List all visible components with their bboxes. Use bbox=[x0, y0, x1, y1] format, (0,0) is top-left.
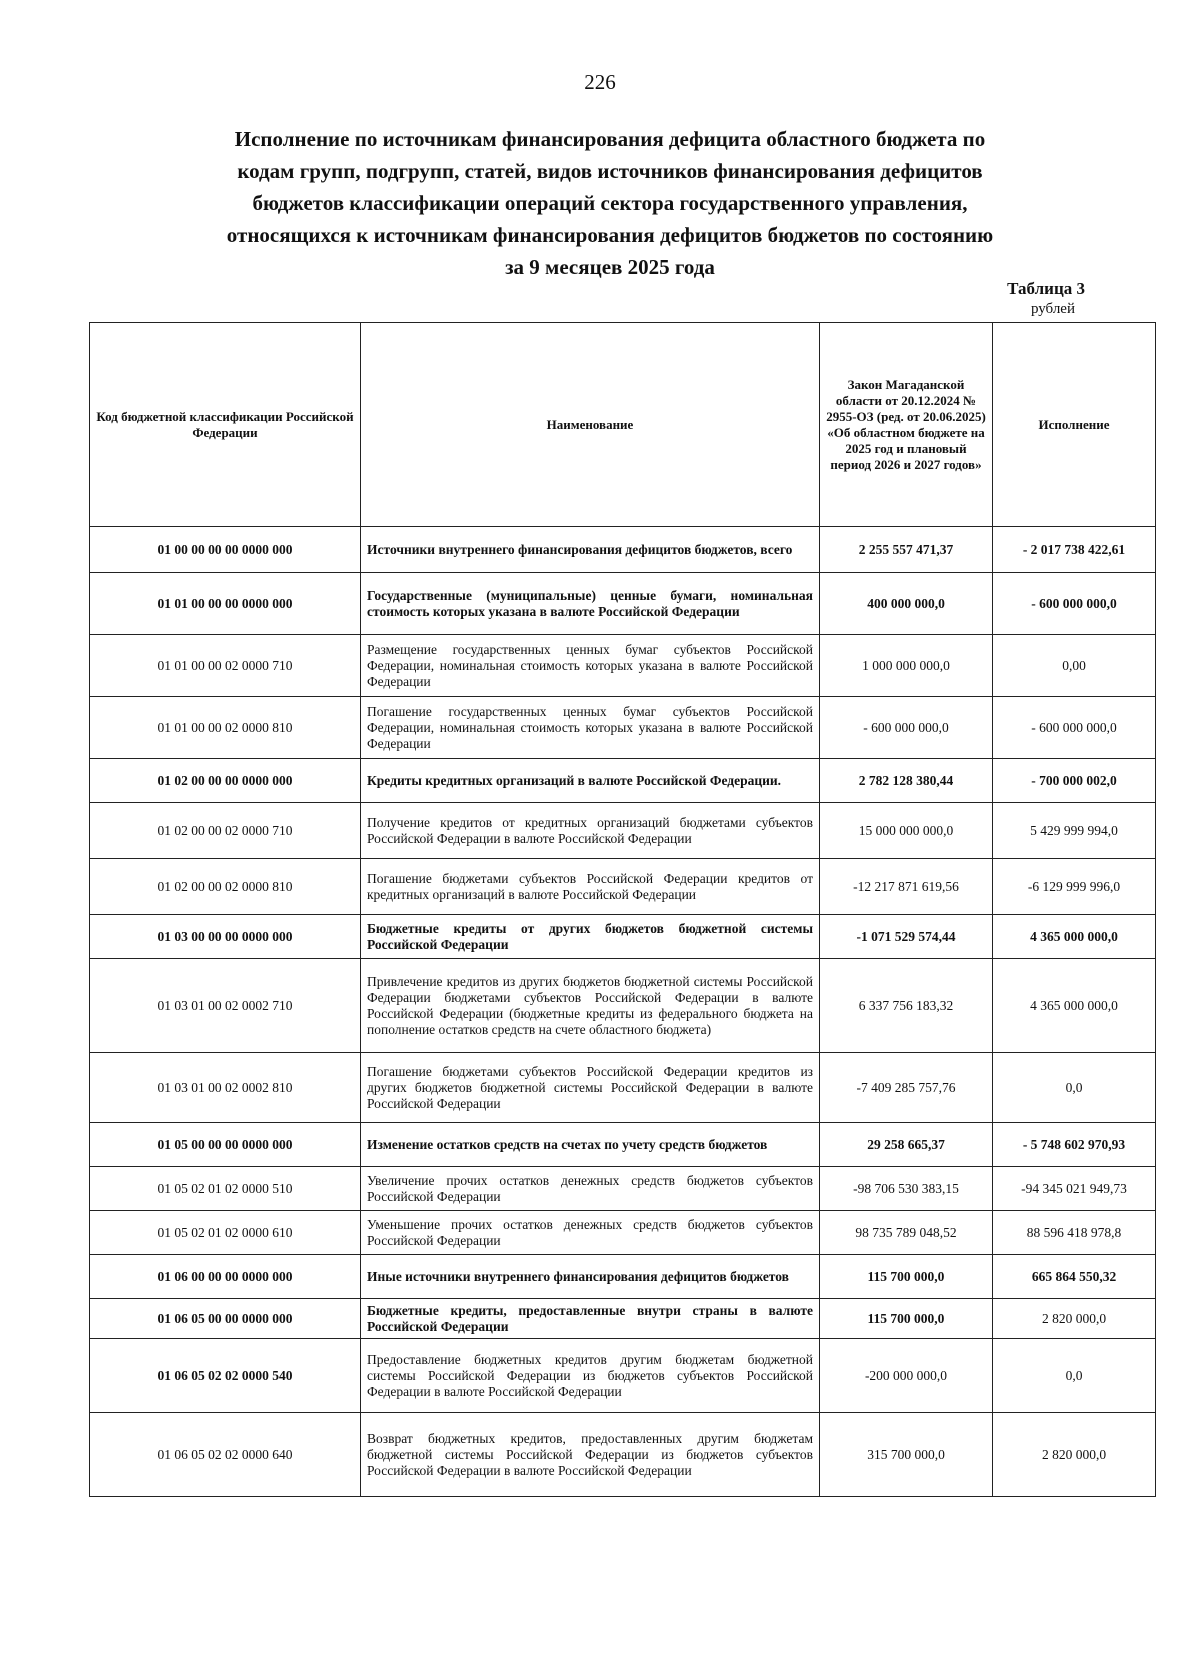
row-code: 01 03 01 00 02 0002 710 bbox=[90, 959, 361, 1053]
row-execution: - 5 748 602 970,93 bbox=[993, 1123, 1156, 1167]
row-execution: 0,0 bbox=[993, 1053, 1156, 1123]
row-name: Кредиты кредитных организаций в валюте Российской Федерации. bbox=[361, 759, 820, 803]
row-plan: 400 000 000,0 bbox=[820, 573, 993, 635]
row-plan: -1 071 529 574,44 bbox=[820, 915, 993, 959]
row-plan: -98 706 530 383,15 bbox=[820, 1167, 993, 1211]
row-code: 01 01 00 00 00 0000 000 bbox=[90, 573, 361, 635]
row-name: Погашение государственных ценных бумаг субъектов Российской Федерации, номинальная стоимость которых указана в валюте Российской Федерации bbox=[361, 697, 820, 759]
title-line: кодам групп, подгрупп, статей, видов источников финансирования дефицитов bbox=[237, 159, 983, 183]
units-label: рублей bbox=[1030, 301, 1075, 317]
table-row bbox=[90, 959, 1156, 1053]
table-row bbox=[90, 859, 1156, 915]
table-row bbox=[90, 1255, 1156, 1299]
row-code: 01 06 00 00 00 0000 000 bbox=[90, 1255, 361, 1299]
row-execution: - 600 000 000,0 bbox=[993, 697, 1156, 759]
table-row bbox=[90, 1167, 1156, 1211]
row-name: Увеличение прочих остатков денежных средств бюджетов субъектов Российской Федерации bbox=[361, 1167, 820, 1211]
row-name: Погашение бюджетами субъектов Российской Федерации кредитов от кредитных организаций в валюте Российской Федерации bbox=[361, 859, 820, 915]
row-code: 01 06 05 02 02 0000 540 bbox=[90, 1339, 361, 1413]
row-plan: 6 337 756 183,32 bbox=[820, 959, 993, 1053]
title-line: бюджетов классификации операций сектора государственного управления, bbox=[252, 191, 968, 215]
title-line: относящихся к источникам финансирования дефицитов бюджетов по состоянию bbox=[226, 223, 994, 247]
row-name: Возврат бюджетных кредитов, предоставленных другим бюджетам бюджетной системы Российской Федерации из бюджетов субъектов Российской Федерации в валюте Российской Федерации bbox=[361, 1413, 820, 1497]
table-row bbox=[90, 697, 1156, 759]
row-plan: 115 700 000,0 bbox=[820, 1255, 993, 1299]
table-row bbox=[90, 915, 1156, 959]
row-execution: - 700 000 002,0 bbox=[993, 759, 1156, 803]
title-line: за 9 месяцев 2025 года bbox=[505, 255, 715, 279]
table-row bbox=[90, 1211, 1156, 1255]
row-execution: 0,00 bbox=[993, 635, 1156, 697]
row-name: Уменьшение прочих остатков денежных средств бюджетов субъектов Российской Федерации bbox=[361, 1211, 820, 1255]
document-title bbox=[150, 123, 1070, 283]
financing-table bbox=[89, 322, 1156, 1497]
row-name: Иные источники внутреннего финансирования дефицитов бюджетов bbox=[361, 1255, 820, 1299]
table-row bbox=[90, 803, 1156, 859]
page-number: 226 bbox=[584, 70, 616, 94]
row-code: 01 02 00 00 00 0000 000 bbox=[90, 759, 361, 803]
table-row bbox=[90, 635, 1156, 697]
row-execution: - 600 000 000,0 bbox=[993, 573, 1156, 635]
header-execution: Исполнение bbox=[993, 323, 1156, 527]
row-code: 01 05 00 00 00 0000 000 bbox=[90, 1123, 361, 1167]
row-name: Государственные (муниципальные) ценные бумаги, номинальная стоимость которых указана в валюте Российской Федерации bbox=[361, 573, 820, 635]
table-row bbox=[90, 1413, 1156, 1497]
row-name: Получение кредитов от кредитных организаций бюджетами субъектов Российской Федерации в валюте Российской Федерации bbox=[361, 803, 820, 859]
table-row bbox=[90, 527, 1156, 573]
table-row bbox=[90, 1053, 1156, 1123]
row-plan: -200 000 000,0 bbox=[820, 1339, 993, 1413]
table-row bbox=[90, 1339, 1156, 1413]
row-execution: 665 864 550,32 bbox=[993, 1255, 1156, 1299]
title-line: Исполнение по источникам финансирования дефицита областного бюджета по bbox=[234, 127, 986, 151]
row-execution: 2 820 000,0 bbox=[993, 1413, 1156, 1497]
row-execution: - 2 017 738 422,61 bbox=[993, 527, 1156, 573]
row-code: 01 03 00 00 00 0000 000 bbox=[90, 915, 361, 959]
row-name: Источники внутреннего финансирования дефицитов бюджетов, всего bbox=[361, 527, 820, 573]
row-name: Бюджетные кредиты, предоставленные внутри страны в валюте Российской Федерации bbox=[361, 1299, 820, 1339]
row-name: Привлечение кредитов из других бюджетов бюджетной системы Российской Федерации бюджетами субъектов Российской Федерации в валюте Российской Федерации (бюджетные кредиты из федерального бюджета на пополнение остатков средств на счете областного бюджета) bbox=[361, 959, 820, 1053]
row-plan: 2 255 557 471,37 bbox=[820, 527, 993, 573]
table-row bbox=[90, 1123, 1156, 1167]
row-plan: 115 700 000,0 bbox=[820, 1299, 993, 1339]
row-code: 01 02 00 00 02 0000 810 bbox=[90, 859, 361, 915]
header-code: Код бюджетной классификации Российской Федерации bbox=[90, 323, 361, 527]
row-name: Погашение бюджетами субъектов Российской Федерации кредитов из других бюджетов бюджетной системы Российской Федерации в валюте Российской Федерации bbox=[361, 1053, 820, 1123]
table-header-row bbox=[90, 323, 1156, 527]
row-execution: 4 365 000 000,0 bbox=[993, 915, 1156, 959]
header-name: Наименование bbox=[361, 323, 820, 527]
row-code: 01 06 05 02 02 0000 640 bbox=[90, 1413, 361, 1497]
row-code: 01 01 00 00 02 0000 810 bbox=[90, 697, 361, 759]
row-execution: 4 365 000 000,0 bbox=[993, 959, 1156, 1053]
row-code: 01 00 00 00 00 0000 000 bbox=[90, 527, 361, 573]
table-label: Таблица 3 bbox=[1007, 279, 1085, 298]
row-code: 01 05 02 01 02 0000 510 bbox=[90, 1167, 361, 1211]
row-plan: 2 782 128 380,44 bbox=[820, 759, 993, 803]
table-row bbox=[90, 759, 1156, 803]
row-name: Бюджетные кредиты от других бюджетов бюджетной системы Российской Федерации bbox=[361, 915, 820, 959]
row-plan: - 600 000 000,0 bbox=[820, 697, 993, 759]
row-plan: 98 735 789 048,52 bbox=[820, 1211, 993, 1255]
row-name: Предоставление бюджетных кредитов другим бюджетам бюджетной системы Российской Федерации из бюджетов субъектов Российской Федерации в валюте Российской Федерации bbox=[361, 1339, 820, 1413]
row-code: 01 06 05 00 00 0000 000 bbox=[90, 1299, 361, 1339]
row-execution: -6 129 999 996,0 bbox=[993, 859, 1156, 915]
row-execution: 5 429 999 994,0 bbox=[993, 803, 1156, 859]
row-plan: 29 258 665,37 bbox=[820, 1123, 993, 1167]
row-plan: -12 217 871 619,56 bbox=[820, 859, 993, 915]
row-plan: -7 409 285 757,76 bbox=[820, 1053, 993, 1123]
row-code: 01 03 01 00 02 0002 810 bbox=[90, 1053, 361, 1123]
header-plan: Закон Магаданской области от 20.12.2024 № 2955-ОЗ (ред. от 20.06.2025) «Об областном бюджете на 2025 год и плановый период 2026 и 2027 годов» bbox=[820, 323, 993, 527]
row-plan: 315 700 000,0 bbox=[820, 1413, 993, 1497]
row-plan: 1 000 000 000,0 bbox=[820, 635, 993, 697]
row-code: 01 02 00 00 02 0000 710 bbox=[90, 803, 361, 859]
row-plan: 15 000 000 000,0 bbox=[820, 803, 993, 859]
row-execution: 2 820 000,0 bbox=[993, 1299, 1156, 1339]
row-execution: 0,0 bbox=[993, 1339, 1156, 1413]
row-code: 01 05 02 01 02 0000 610 bbox=[90, 1211, 361, 1255]
row-execution: 88 596 418 978,8 bbox=[993, 1211, 1156, 1255]
table-row bbox=[90, 573, 1156, 635]
row-name: Размещение государственных ценных бумаг субъектов Российской Федерации, номинальная стоимость которых указана в валюте Российской Федерации bbox=[361, 635, 820, 697]
row-name: Изменение остатков средств на счетах по учету средств бюджетов bbox=[361, 1123, 820, 1167]
table-row bbox=[90, 1299, 1156, 1339]
row-code: 01 01 00 00 02 0000 710 bbox=[90, 635, 361, 697]
row-execution: -94 345 021 949,73 bbox=[993, 1167, 1156, 1211]
